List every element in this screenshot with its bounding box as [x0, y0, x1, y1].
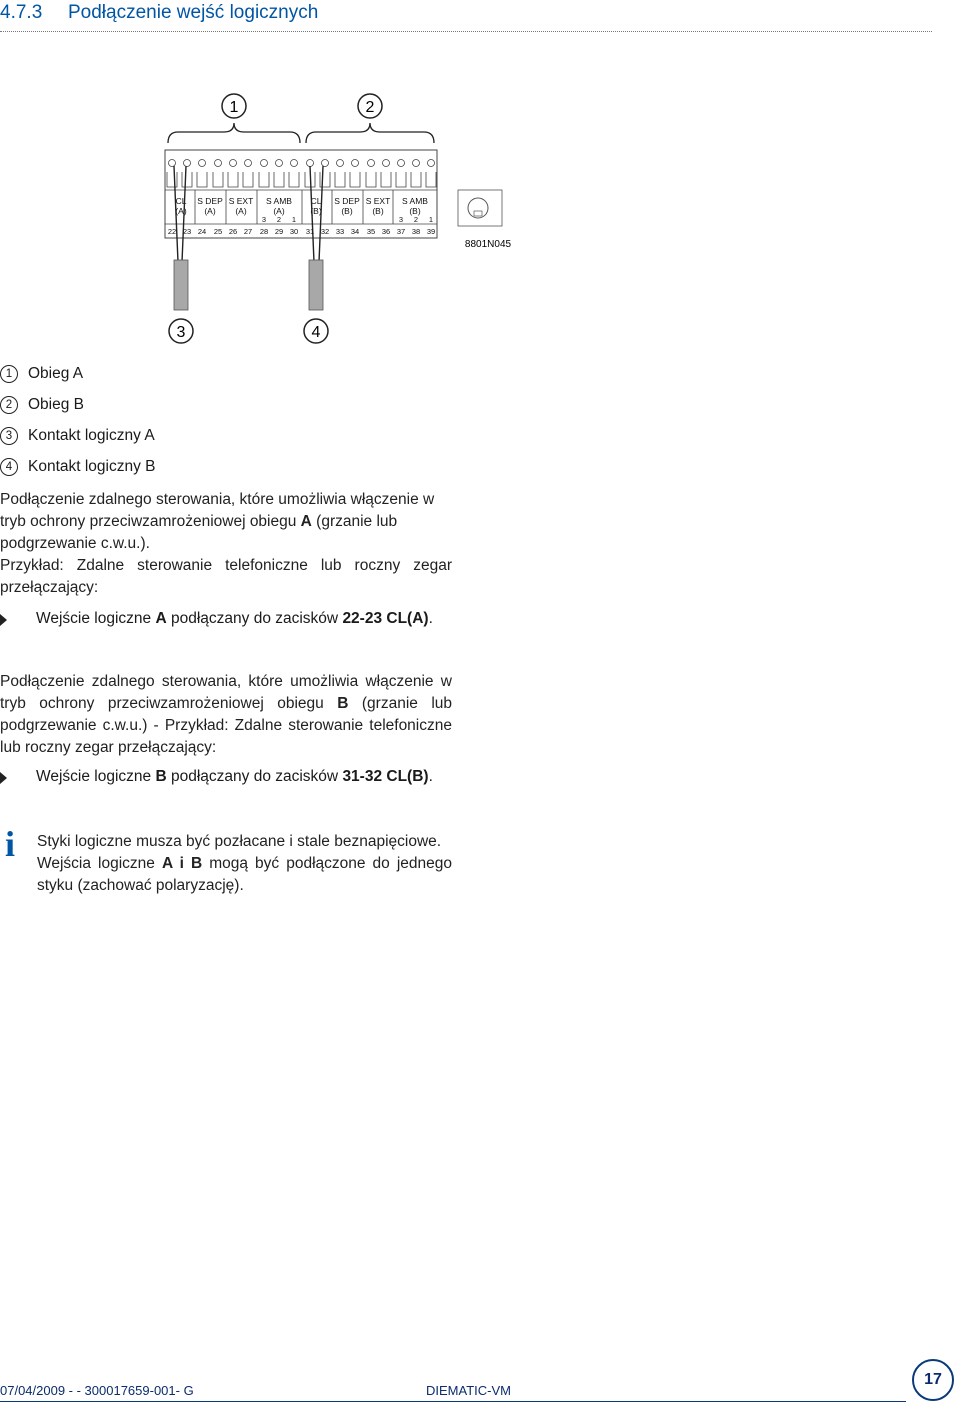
terminal-label-sdep-a: S DEP [197, 196, 223, 206]
terminal-number: 24 [197, 227, 207, 236]
input-labels: A i B [161, 855, 203, 872]
terminal-number: 23 [182, 227, 192, 236]
terminal-number: 35 [366, 227, 376, 236]
logic-contact-a [174, 260, 188, 310]
heading-divider [0, 31, 932, 32]
terminal-number: 38 [411, 227, 421, 236]
footer-rule [0, 1401, 906, 1402]
terminal-wiring-diagram [160, 85, 520, 350]
legend-label: Kontakt logiczny B [28, 458, 156, 475]
footer-product-name: DIEMATIC-VM [426, 1383, 511, 1398]
terminal-label-sdep-b: S DEP [334, 196, 360, 206]
legend-item [0, 427, 155, 445]
terminal-number: 27 [243, 227, 253, 236]
legend-item [0, 458, 156, 476]
legend-item [0, 365, 83, 383]
bullet-arrow-icon [0, 614, 7, 626]
brace-circuit-b [306, 123, 434, 143]
text-run: Podłączenie zdalnego sterowania, które umożliwia włączenie w tryb ochrony przeciwzamrożeniowej obiegu [0, 673, 452, 712]
terminal-label-samb-b: S AMB [402, 196, 428, 206]
samb-a-pin-2: 2 [276, 215, 282, 224]
callout-1-label: 1 [229, 99, 239, 116]
section-title: Podłączenie wejść logicznych [68, 2, 319, 23]
samb-b-pin-2: 2 [413, 215, 419, 224]
callout-3-label: 3 [176, 324, 186, 341]
info-note [37, 831, 452, 897]
page-number: 17 [912, 1359, 954, 1401]
terminal-label-samb-a: S AMB [266, 196, 292, 206]
terminal-label-sdep-b-sub: (B) [341, 206, 353, 216]
section-heading [0, 2, 318, 24]
text-run: mogą być podłączone do jednego styku (zachować polaryzację). [37, 855, 452, 894]
legend-marker: 1 [0, 365, 18, 383]
terminal-number: 22 [167, 227, 177, 236]
section-a-paragraph [0, 489, 452, 555]
legend-marker: 3 [0, 427, 18, 445]
text-run: podłączany do zacisków [166, 610, 343, 627]
terminal-label-samb-b-sub: (B) [409, 206, 421, 216]
terminal-number: 39 [426, 227, 436, 236]
samb-b-pin-1: 1 [428, 215, 434, 224]
terminal-number: 30 [289, 227, 299, 236]
section-b-paragraph [0, 671, 452, 759]
legend-label: Kontakt logiczny A [28, 427, 155, 444]
callout-4-label: 4 [311, 324, 321, 341]
legend-label: Obieg A [28, 365, 84, 382]
brace-circuit-a [168, 123, 300, 143]
samb-a-pin-1: 1 [291, 215, 297, 224]
terminal-label-sdep-a-sub: (A) [204, 206, 216, 216]
terminal-number: 25 [213, 227, 223, 236]
terminal-reference: 31-32 CL(B) [342, 768, 429, 785]
samb-b-pin-3: 3 [398, 215, 404, 224]
terminal-label-samb-a-sub: (A) [273, 206, 285, 216]
text-run: Wejście logiczne [36, 610, 156, 627]
terminal-number: 36 [381, 227, 391, 236]
text-run: Podłączenie zdalnego sterowania, które umożliwia włączenie w tryb ochrony przeciwzamrożeniowej obiegu [0, 491, 435, 530]
terminal-label-cl-b-sub: (B) [310, 206, 322, 216]
terminal-label-cl-a-sub: (A) [175, 206, 187, 216]
input-label: B [155, 768, 167, 785]
terminal-label-sext-a-sub: (A) [235, 206, 247, 216]
bullet-arrow-icon [0, 772, 7, 784]
footer-document-code: 07/04/2009 - - 300017659-001- G [0, 1383, 194, 1398]
text-run: (grzanie lub podgrzewanie c.w.u.). [0, 513, 398, 552]
circuit-label: A [300, 513, 312, 530]
samb-a-pin-3: 3 [261, 215, 267, 224]
terminal-label-sext-a: S EXT [228, 196, 254, 206]
terminal-label-cl-a: CL [175, 196, 187, 206]
terminal-number: 28 [259, 227, 269, 236]
terminal-number: 32 [320, 227, 330, 236]
terminal-label-sext-b-sub: (B) [372, 206, 384, 216]
info-icon: i [5, 824, 16, 864]
terminal-number: 33 [335, 227, 345, 236]
info-line-1: Styki logiczne musza być pozłacane i stale beznapięciowe. [37, 833, 442, 850]
terminal-label-cl-b: CL [310, 196, 322, 206]
terminal-reference: 22-23 CL(A) [342, 610, 429, 627]
terminal-number: 29 [274, 227, 284, 236]
terminal-number: 37 [396, 227, 406, 236]
legend-marker: 2 [0, 396, 18, 414]
terminal-number: 31 [305, 227, 315, 236]
circuit-label: B [337, 695, 349, 712]
terminal-number: 26 [228, 227, 238, 236]
section-number: 4.7.3 [0, 2, 43, 23]
terminal-label-sext-b: S EXT [365, 196, 391, 206]
text-run: . [428, 610, 433, 627]
text-run: podłączany do zacisków [166, 768, 343, 785]
legend-marker: 4 [0, 458, 18, 476]
section-b-bullet [0, 768, 460, 786]
text-run: Wejścia logiczne [37, 855, 162, 872]
text-run: Wejście logiczne [36, 768, 156, 785]
section-a-bullet [0, 610, 460, 628]
info-line-2 [37, 853, 452, 897]
input-label: A [155, 610, 167, 627]
legend-item [0, 396, 84, 414]
legend-label: Obieg B [28, 396, 85, 413]
logic-contact-b [309, 260, 323, 310]
reference-code: 8801N045 [464, 239, 512, 250]
text-run: . [428, 768, 433, 785]
section-a-example: Przykład: Zdalne sterowanie telefoniczne lub roczny zegar przełączający: [0, 557, 452, 596]
text-run: (grzanie lub podgrzewanie c.w.u.) - Przykład: Zdalne sterowanie telefoniczne lub roczny zegar przełączający: [0, 695, 453, 756]
terminal-number: 34 [350, 227, 360, 236]
callout-2-label: 2 [365, 99, 375, 116]
